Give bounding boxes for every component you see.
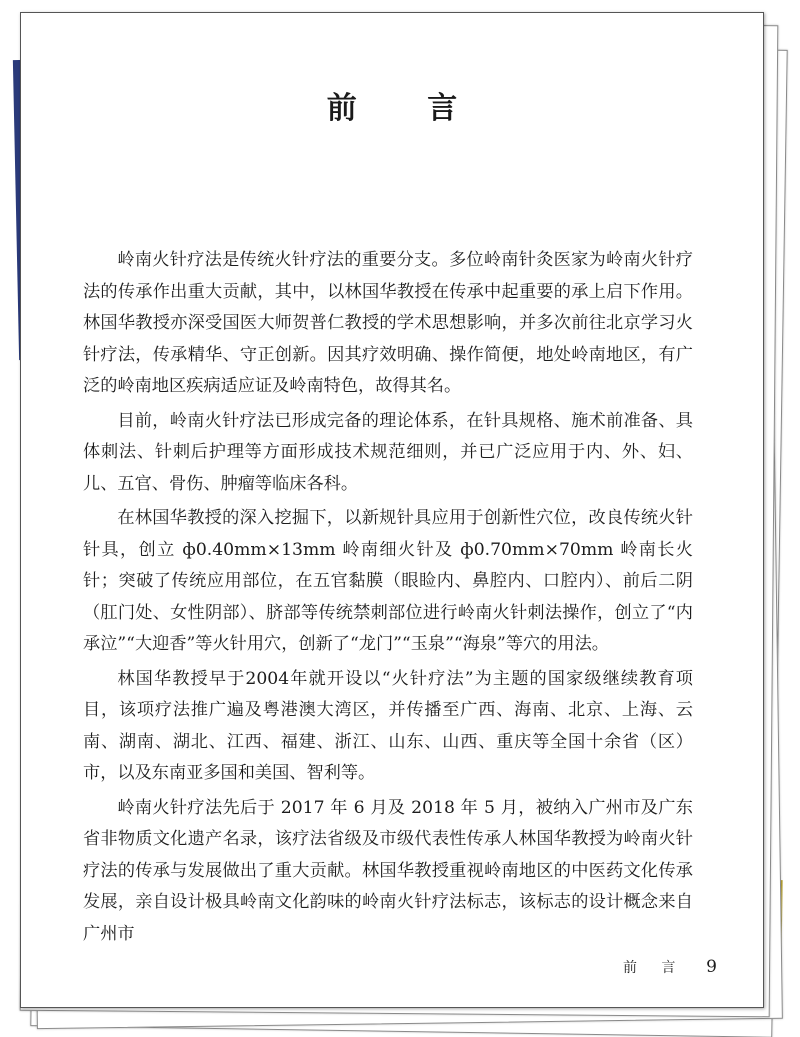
paragraph: 在林国华教授的深入挖掘下，以新规针具应用于创新性穴位，改良传统火针针具，创立 ф0.40mm×13mm 岭南细火针及 ф0.70mm×70mm 岭南长火针；突破了传统应用部位，在五官黏膜（眼睑内、鼻腔内、口腔内）、前后二阴（肛门处、女性阴部）、脐部等传统禁刺部位进行岭南火针刺法操作，创立了“内承泣”“大迎香”等火针用穴，创新了“龙门”“玉泉”“海泉”等穴的用法。 xyxy=(83,508,693,654)
page-body xyxy=(83,245,693,953)
paragraph: 目前，岭南火针疗法已形成完备的理论体系，在针具规格、施术前准备、具体刺法、针刺后护理等方面形成技术规范细则，并已广泛应用于内、外、妇、儿、五官、骨伤、肿瘤等临床各科。 xyxy=(83,410,693,494)
paragraph: 岭南火针疗法是传统火针疗法的重要分支。多位岭南针灸医家为岭南火针疗法的传承作出重大贡献，其中，以林国华教授在传承中起重要的承上启下作用。林国华教授亦深受国医大师贺普仁教授的学术思想影响，并多次前往北京学习火针疗法，传承精华、守正创新。因其疗效明确、操作简便，地处岭南地区，有广泛的岭南地区疾病适应证及岭南特色，故得其名。 xyxy=(83,250,693,396)
page-title: 前 言 xyxy=(326,91,488,126)
front-page xyxy=(20,12,764,1008)
footer-section-label: 前 言 xyxy=(622,960,686,976)
page-number: 9 xyxy=(706,957,717,977)
paragraph: 林国华教授早于2004年就开设以“火针疗法”为主题的国家级继续教育项目，该项疗法推广遍及粤港澳大湾区，并传播至广西、海南、北京、上海、云南、湖南、湖北、江西、福建、浙江、山东、山西、重庆等全国十余省（区）市，以及东南亚多国和美国、智利等。 xyxy=(83,668,693,783)
paragraph: 岭南火针疗法先后于 2017 年 6 月及 2018 年 5 月，被纳入广州市及广东省非物质文化遗产名录，该疗法省级及市级代表性传承人林国华教授为岭南火针疗法的传承与发展做出了重大贡献。林国华教授重视岭南地区的中医药文化传承发展，亲自设计极具岭南文化韵味的岭南火针疗法标志，该标志的设计概念来自广州市 xyxy=(83,797,693,944)
page-footer xyxy=(623,957,717,977)
